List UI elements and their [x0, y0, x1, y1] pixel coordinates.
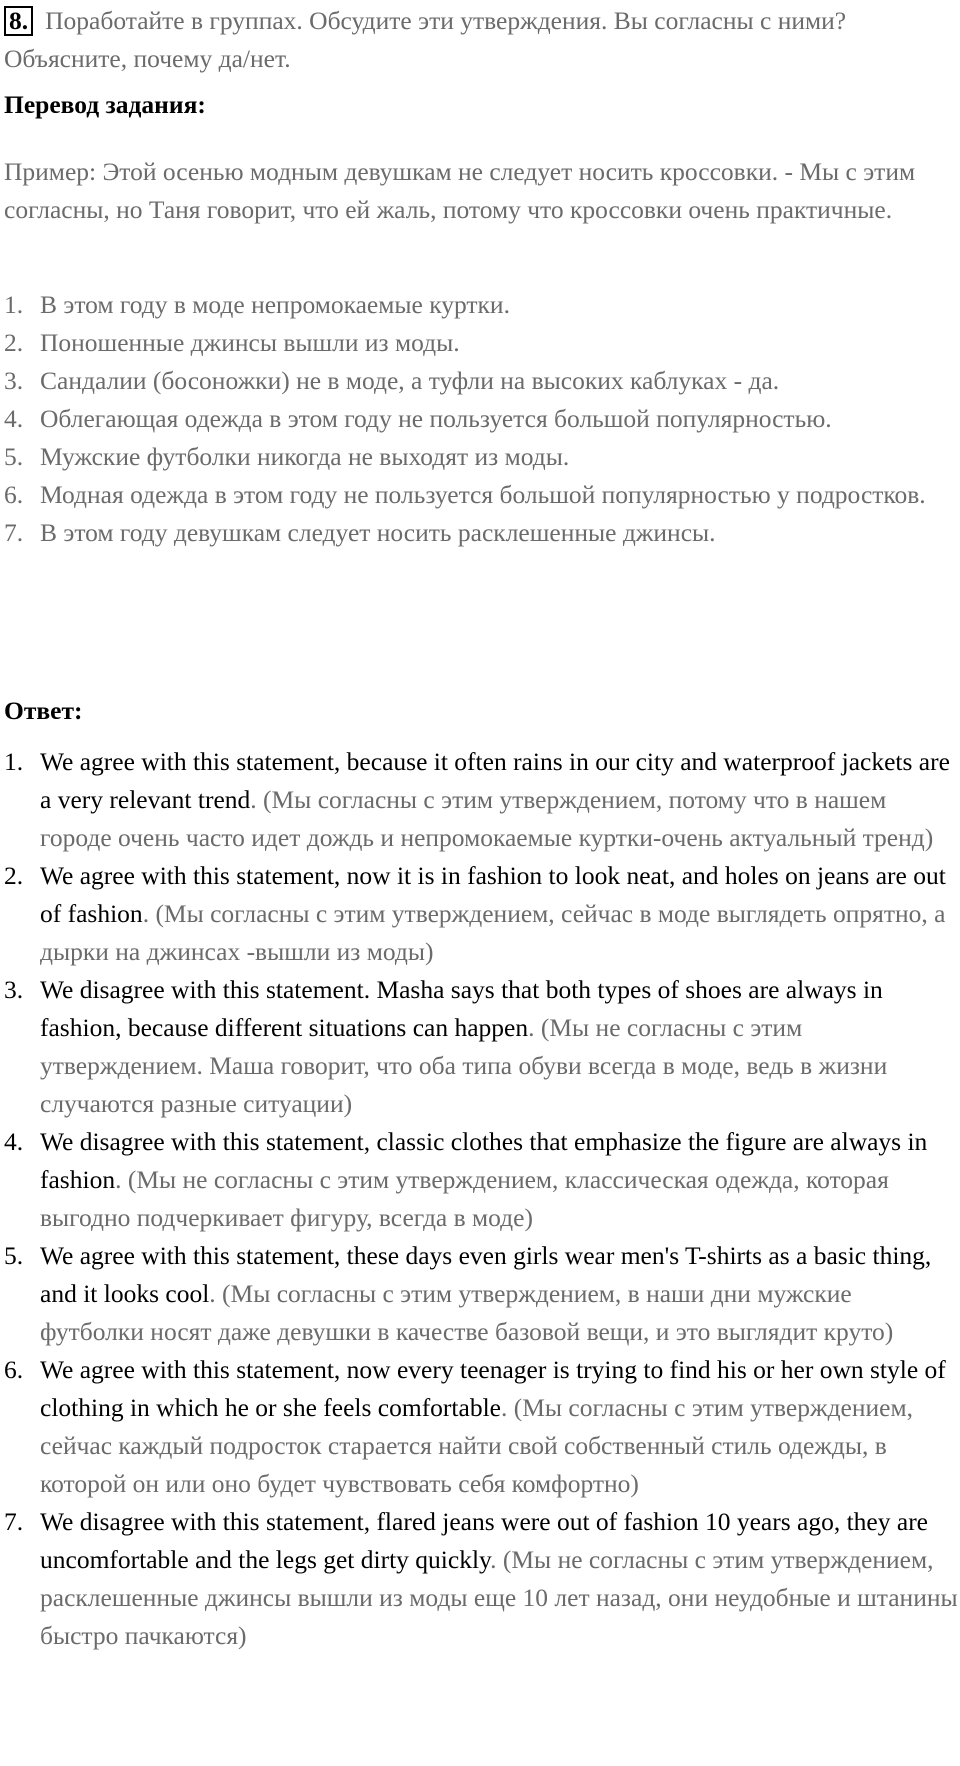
statement-number: 4. — [4, 404, 24, 433]
answer-number: 3. — [4, 975, 24, 1004]
answer-translation: . (Мы не согласны с этим утверждением, классическая одежда, которая выгодно подчеркивает фигуру, всегда в моде) — [40, 1165, 889, 1232]
task-number-box: 8. — [4, 6, 33, 36]
answer-english: We disagree with this statement. Masha says that both types of shoes are always in fashion, because different situations can happen — [40, 975, 883, 1042]
answer-item — [0, 1237, 960, 1351]
statement-text: Модная одежда в этом году не пользуется большой популярностью у подростков. — [40, 480, 926, 509]
answer-item — [0, 743, 960, 857]
translation-example: Пример: Этой осенью модным девушкам не следует носить кроссовки. - Мы с этим согласны, но Таня говорит, что ей жаль, потому что кроссовки очень практичные. — [4, 157, 916, 224]
answer-translation: . (Мы согласны с этим утверждением, сейчас каждый подросток старается найти свой собственный стиль одежды, в которой он или оно будет чувствовать себя комфортно) — [40, 1393, 913, 1498]
task-text: Поработайте в группах. Обсудите эти утверждения. Вы согласны с ними? Объясните, почему да/нет. — [4, 6, 847, 73]
answer-english: We agree with this statement, now every teenager is trying to find his or her own style of clothing in which he or she feels comfortable — [40, 1355, 946, 1422]
answer-english: We disagree with this statement, classic clothes that emphasize the figure are always in fashion — [40, 1127, 928, 1194]
statement-item — [0, 324, 960, 362]
answer-item — [0, 971, 960, 1123]
answer-item — [0, 1351, 960, 1503]
statement-item — [0, 438, 960, 476]
statement-number: 2. — [4, 328, 24, 357]
statement-text: Облегающая одежда в этом году не пользуется большой популярностью. — [40, 404, 832, 433]
answer-english: We agree with this statement, because it often rains in our city and waterproof jackets are a very relevant trend — [40, 747, 950, 814]
statement-text: Мужские футболки никогда не выходят из моды. — [40, 442, 570, 471]
statement-text: В этом году в моде непромокаемые куртки. — [40, 290, 510, 319]
answer-translation: . (Мы согласны с этим утверждением, в наши дни мужские футболки носят даже девушки в качестве базовой вещи, и это выглядит круто) — [40, 1279, 894, 1346]
statement-text: Сандалии (босоножки) не в моде, а туфли на высоких каблуках - да. — [40, 366, 780, 395]
statement-number: 3. — [4, 366, 24, 395]
answer-number: 2. — [4, 861, 24, 890]
answer-translation: . (Мы не согласны с этим утверждением. Маша говорит, что оба типа обуви всегда в моде, ведь в жизни случаются разные ситуации) — [40, 1013, 888, 1118]
statement-item — [0, 286, 960, 324]
answer-number: 1. — [4, 747, 24, 776]
answer-translation: . (Мы не согласны с этим утверждением, расклешенные джинсы вышли из моды еще 10 лет назад, они неудобные и штанины быстро пачкаются) — [40, 1545, 958, 1650]
answer-english: We agree with this statement, now it is in fashion to look neat, and holes on jeans are out of fashion — [40, 861, 946, 928]
statement-number: 5. — [4, 442, 24, 471]
answer-number: 5. — [4, 1241, 24, 1270]
answer-item — [0, 1123, 960, 1237]
statement-number: 1. — [4, 290, 24, 319]
answer-translation: . (Мы согласны с этим утверждением, потому что в нашем городе очень часто идет дождь и непромокаемые куртки-очень актуальный тренд) — [40, 785, 934, 852]
answer-list — [0, 743, 960, 1655]
translation-heading: Перевод задания: — [4, 90, 206, 119]
statement-number: 6. — [4, 480, 24, 509]
statement-text: В этом году девушкам следует носить расклешенные джинсы. — [40, 518, 716, 547]
statement-number: 7. — [4, 518, 24, 547]
answer-heading: Ответ: — [4, 696, 83, 725]
answer-number: 4. — [4, 1127, 24, 1156]
answer-item — [0, 857, 960, 971]
statement-list — [0, 286, 960, 552]
statement-item — [0, 400, 960, 438]
statement-text: Поношенные джинсы вышли из моды. — [40, 328, 460, 357]
answer-item — [0, 1503, 960, 1655]
statement-item — [0, 514, 960, 552]
answer-number: 7. — [4, 1507, 24, 1536]
statement-item — [0, 362, 960, 400]
answer-english: We disagree with this statement, flared jeans were out of fashion 10 years ago, they are uncomfortable and the legs get dirty quickly — [40, 1507, 929, 1574]
answer-number: 6. — [4, 1355, 24, 1384]
answer-english: We agree with this statement, these days even girls wear men's T-shirts as a basic thing, and it looks cool — [40, 1241, 932, 1308]
statement-item — [0, 476, 960, 514]
answer-translation: . (Мы согласны с этим утверждением, сейчас в моде выглядеть опрятно, а дырки на джинсах -вышли из моды) — [40, 899, 946, 966]
task-statement — [4, 2, 954, 78]
